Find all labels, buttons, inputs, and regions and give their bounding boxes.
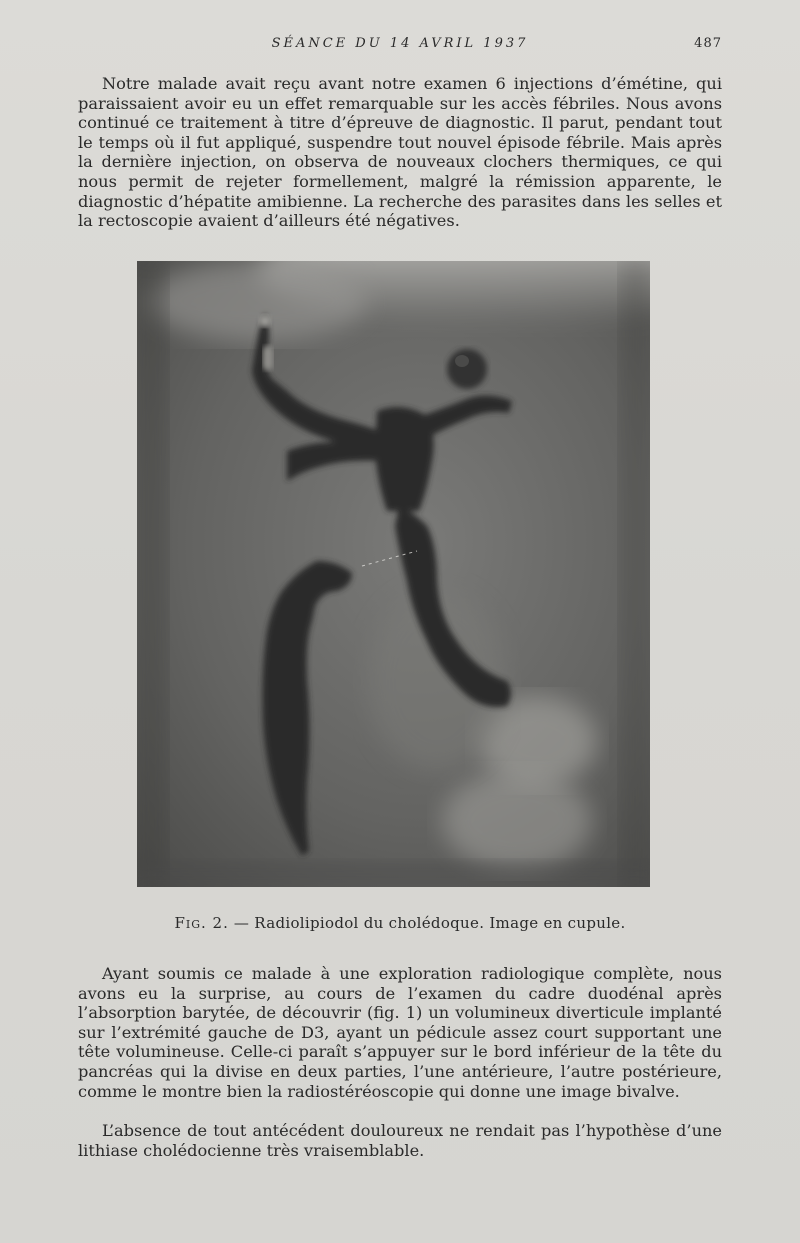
paragraph-2: Ayant soumis ce malade à une exploration radiologique complète, nous avons eu la surprise, au cours de l’examen du cadre duodénal après l’absorption barytée, de découvrir (fig. 1) un volumineux diverticule implanté sur l’extrémité gauche de D3, ayant un pédicule assez court supportant une tête volumineuse. Celle-ci paraît s’appuyer sur le bord inférieur de la tête du pancréas qui la divise en deux parties, l’une antérieure, l’autre postérieure, comme le montre bien la radiostéréoscopie qui donne une image bivalve. bbox=[78, 964, 722, 1101]
page-number: 487 bbox=[694, 36, 722, 51]
radiograph-image bbox=[137, 261, 650, 887]
figure-caption-text: — Radiolipiodol du cholédoque. Image en cupule. bbox=[233, 914, 626, 932]
radiograph-figure bbox=[137, 261, 650, 887]
paragraph-1: Notre malade avait reçu avant notre examen 6 injections d’émétine, qui paraissaient avoir eu un effet remarquable sur les accès fébriles. Nous avons continué ce traitement à titre d’épreuve de diagnostic. Il parut, pendant tout le temps où il fut appliqué, suspendre tout nouvel épisode fébrile. Mais après la dernière injection, on observa de nouveaux clochers thermiques, ce qui nous permit de rejeter formellement, malgré la rémission apparente, le diagnostic d’hépatite amibienne. La recherche des parasites dans les selles et la rectoscopie avaient d’ailleurs été négatives. bbox=[78, 74, 722, 231]
paragraph-3: L’absence de tout antécédent douloureux ne rendait pas l’hypothèse d’une lithiase cholédocienne très vraisemblable. bbox=[78, 1121, 722, 1160]
figure-caption bbox=[78, 914, 722, 932]
running-head bbox=[78, 36, 722, 56]
figure-label: Fig. 2. bbox=[174, 914, 229, 932]
running-head-title: SÉANCE DU 14 AVRIL 1937 bbox=[271, 36, 529, 51]
